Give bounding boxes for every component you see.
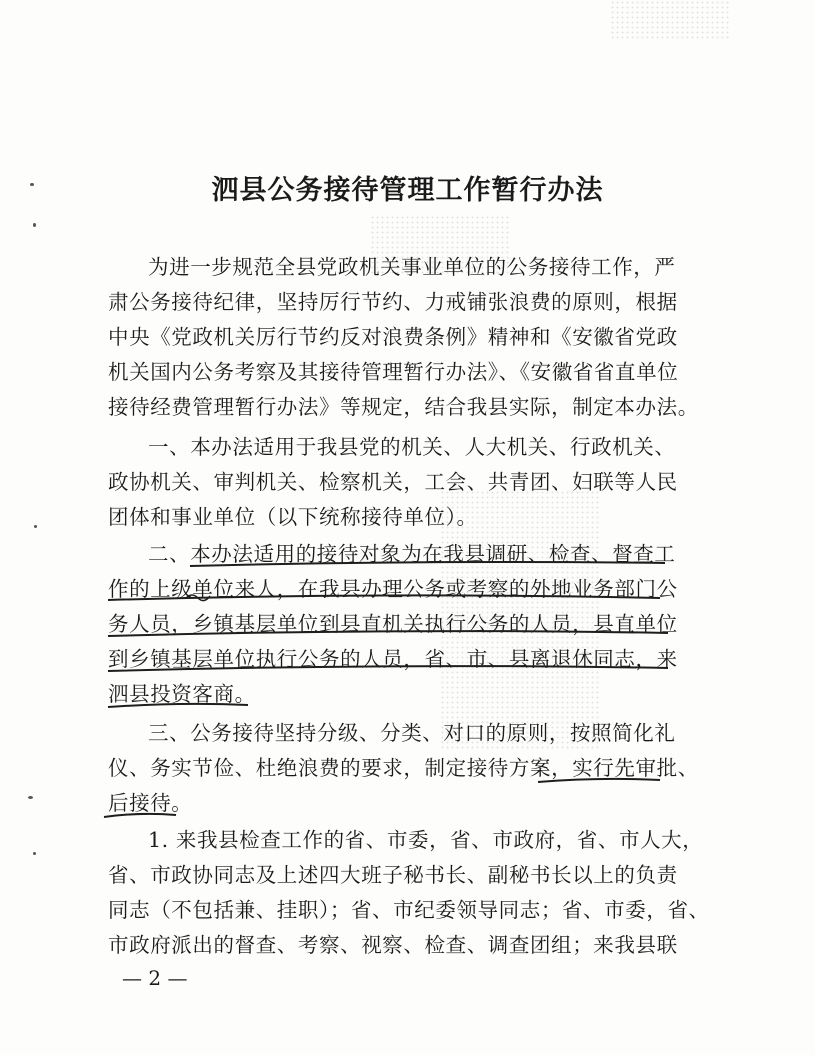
paragraph-line: 二、本办法适用的接待对象为在我县调研、检查、督查工 xyxy=(148,542,676,566)
paragraph-line: 作的上级单位来人，在我县办理公务或考察的外地业务部门公 xyxy=(108,577,678,601)
paragraph-line: 接待经费管理暂行办法》等规定，结合我县实际，制定本办法。 xyxy=(108,395,699,419)
pen-underline xyxy=(108,666,668,671)
paragraph-line: 泗县投资客商。 xyxy=(108,682,256,706)
document-title: 泗县公务接待管理工作暂行办法 xyxy=(211,175,604,206)
paragraph-line: 市政府派出的督查、考察、视察、检查、调查团组；来我县联 xyxy=(108,933,678,957)
paragraph-line: 省、市政协同志及上述四大班子秘书长、副秘书长以上的负责 xyxy=(108,863,678,887)
pen-underline xyxy=(104,814,176,817)
paragraph-line: 一、本办法适用于我县党的机关、人大机关、行政机关、 xyxy=(148,435,676,459)
paragraph-line: 务人员，乡镇基层单位到县直机关执行公务的人员，县直单位 xyxy=(108,612,678,636)
paragraph-line: 到乡镇基层单位执行公务的人员，省、市、县离退休同志，来 xyxy=(108,647,678,671)
paragraph-line: 为进一步规范全县党政机关事业单位的公务接待工作，严 xyxy=(148,255,676,279)
paragraph-line: 后接待。 xyxy=(108,791,193,815)
paragraph-line: 肃公务接待纪律，坚持厉行节约、力戒铺张浪费的原则，根据 xyxy=(108,290,678,314)
pen-underline xyxy=(108,631,668,636)
paragraph-line: 政协机关、审判机关、检察机关，工会、共青团、妇联等人民 xyxy=(108,470,678,494)
paragraph-line: 中央《党政机关厉行节约反对浪费条例》精神和《安徽省党政 xyxy=(108,325,678,349)
paragraph-line: 1. 来我县检查工作的省、市委，省、市政府，省、市人大， xyxy=(148,828,704,852)
pen-underline xyxy=(538,779,660,782)
paragraph-line: 机关国内公务考察及其接待管理暂行办法》、《安徽省省直单位 xyxy=(108,360,679,384)
paragraph-line: 三、公务接待坚持分级、分类、对口的原则，按照简化礼 xyxy=(148,721,676,745)
pen-underline xyxy=(190,562,665,566)
paragraph-line: 仪、务实节俭、杜绝浪费的要求，制定接待方案，实行先审批、 xyxy=(108,756,699,780)
pen-underline xyxy=(108,595,660,600)
paragraph-line: 团体和事业单位（以下统称接待单位）。 xyxy=(108,505,478,529)
pen-underline xyxy=(108,704,248,707)
paragraph-line: 同志（不包括兼、挂职）；省、市纪委领导同志；省、市委，省、 xyxy=(108,898,710,922)
page-number: — 2 — xyxy=(122,966,188,990)
